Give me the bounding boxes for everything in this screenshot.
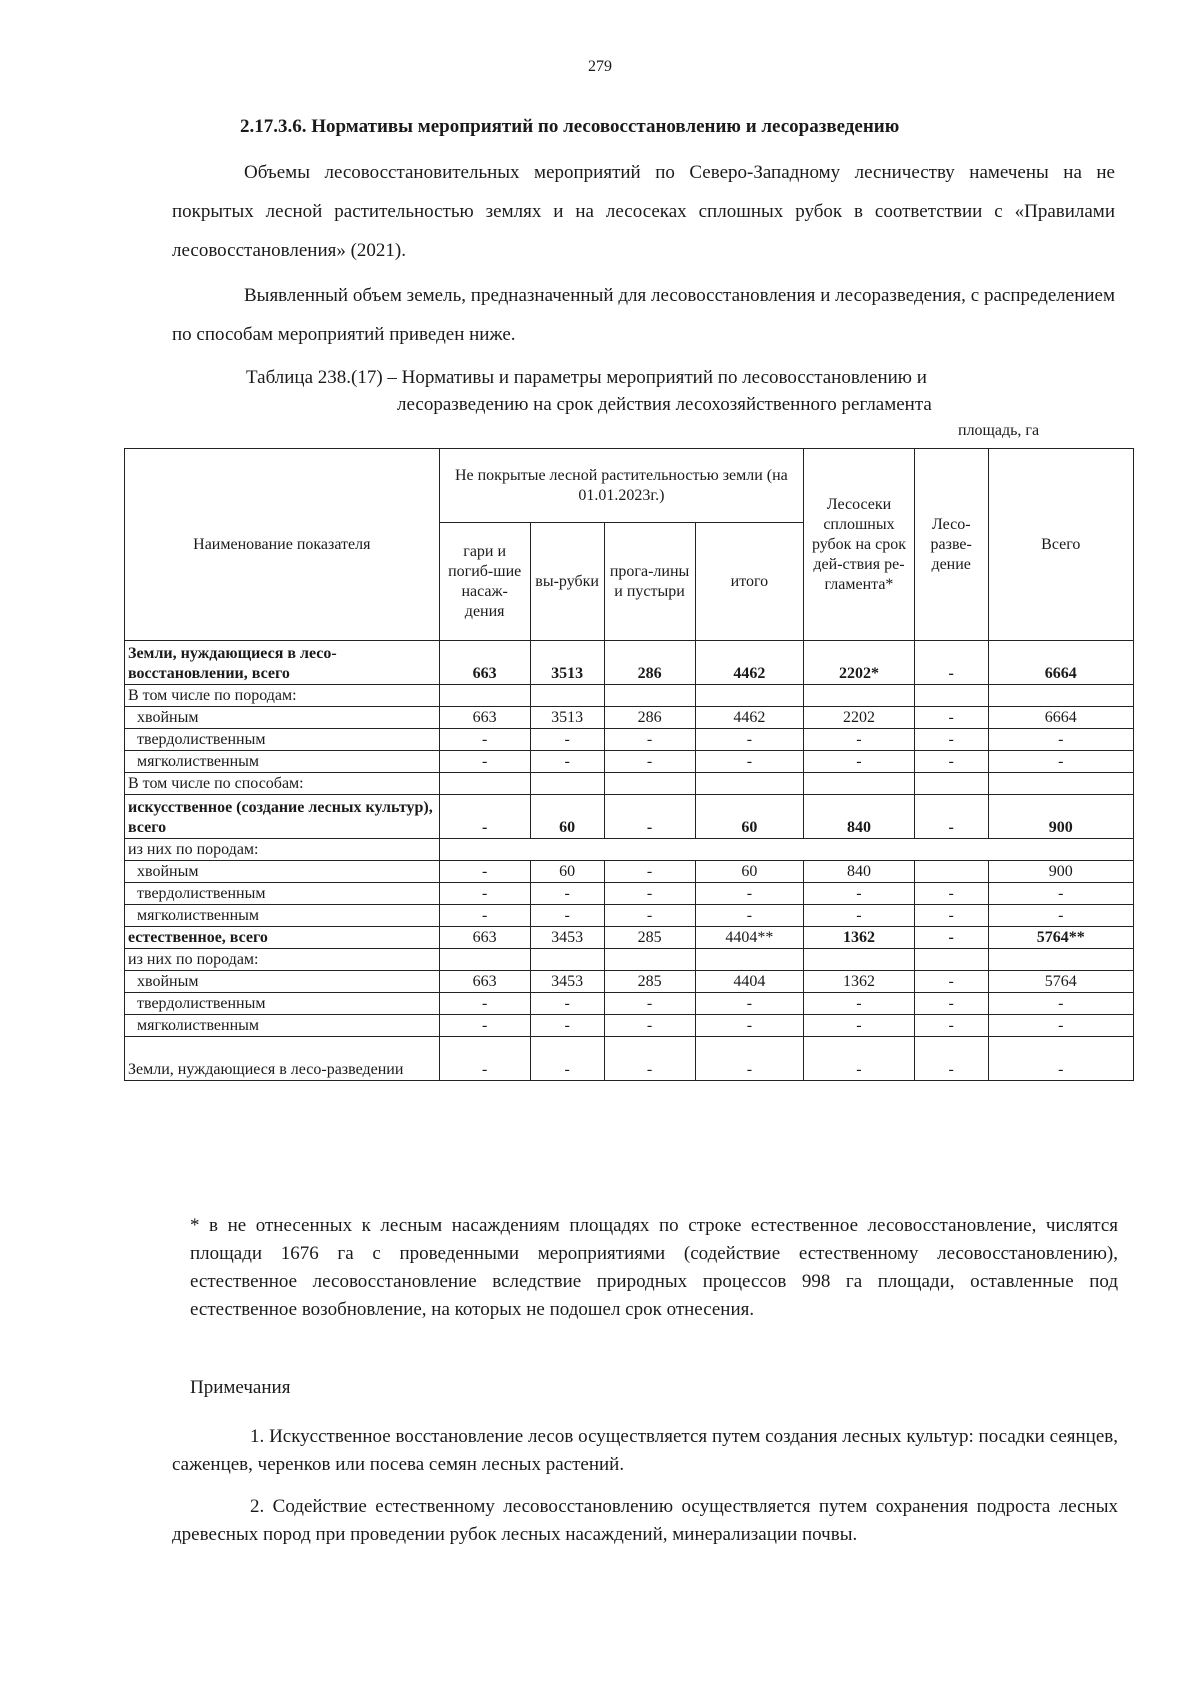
table-cell: - [695,993,804,1015]
table-cell: - [439,905,530,927]
header-burnt: гари и погиб-шие насаж-дения [439,523,530,641]
table-cell: - [914,905,988,927]
table-cell: 663 [439,707,530,729]
table-cell: 840 [804,795,915,839]
table-cell: 286 [604,641,695,685]
table-cell: - [695,751,804,773]
table-cell [914,949,988,971]
table-cell: - [914,795,988,839]
header-afforestation: Лесо-разве-дение [914,449,988,641]
table-caption-line-2: лесоразведению на срок действия лесохозяйственного регламента [397,394,932,415]
table-cell: - [914,729,988,751]
table-cell: 6664 [988,641,1133,685]
table-cell: 900 [988,795,1133,839]
table-cell: - [988,1015,1133,1037]
table-cell: - [604,993,695,1015]
table-row [125,729,1134,751]
header-clearcuts: Лесосеки сплошных рубок на срок дей-ствия ре-гламента* [804,449,915,641]
table-cell [988,773,1133,795]
table-cell [604,685,695,707]
table-cell: - [988,883,1133,905]
table-cell: - [439,861,530,883]
table-cell: - [530,905,604,927]
table-cell: - [439,1037,530,1081]
table-cell: 60 [695,795,804,839]
table-cell: - [804,883,915,905]
row-label: твердолиственным [125,993,440,1015]
table-row [125,905,1134,927]
table-cell [439,949,530,971]
table-cell: 2202 [804,707,915,729]
table-cell: - [604,729,695,751]
table-row [125,707,1134,729]
table-cell: 840 [804,861,915,883]
table-cell: - [988,751,1133,773]
row-label: мягколиственным [125,905,440,927]
table-cell: 3513 [530,641,604,685]
row-label: из них по породам: [125,949,440,971]
table-cell [604,773,695,795]
table-cell: - [695,729,804,751]
table-cell: - [439,751,530,773]
table-cell: - [695,883,804,905]
table-cell [695,685,804,707]
row-label: искусственное (создание лесных культур), всего [125,795,440,839]
table-cell: - [914,927,988,949]
table-cell: 285 [604,927,695,949]
row-empty-span [439,839,1133,861]
table-cell: 2202* [804,641,915,685]
table-cell: 5764 [988,971,1133,993]
table-cell: - [914,1015,988,1037]
table-cell [695,949,804,971]
table-cell: - [914,707,988,729]
table-cell: 6664 [988,707,1133,729]
intro-paragraph-2: Выявленный объем земель, предназначенный для лесовосстановления и лесоразведения, с распределением по способам мероприятий приведен ниже. [172,285,1115,345]
table-cell: - [530,883,604,905]
table-cell: - [914,883,988,905]
table-row [125,1015,1134,1037]
table-cell: - [604,751,695,773]
table-cell: 1362 [804,927,915,949]
table-row [125,773,1134,795]
table-cell: 1362 [804,971,915,993]
table-cell: 60 [530,795,604,839]
row-label: хвойным [125,971,440,993]
note-1: 1. Искусственное восстановление лесов осуществляется путем создания лесных культур: посадки сеянцев, саженцев, черенков или посева семян лесных растений. [172,1426,1118,1475]
table-cell: - [988,905,1133,927]
table-cell: - [695,1015,804,1037]
table-cell: - [695,905,804,927]
table-cell: - [530,1015,604,1037]
header-glades: прога-лины и пустыри [604,523,695,641]
header-cuttings: вы-рубки [530,523,604,641]
table-row [125,751,1134,773]
table-row [125,1037,1134,1081]
table-cell [695,773,804,795]
table-row [125,883,1134,905]
table-cell: - [914,993,988,1015]
section-heading: 2.17.3.6. Нормативы мероприятий по лесовосстановлению и лесоразведению [240,116,900,137]
row-label: твердолиственным [125,729,440,751]
table-cell: - [604,883,695,905]
table-cell: - [988,729,1133,751]
table-cell: - [988,1037,1133,1081]
table-cell: 3453 [530,971,604,993]
table-cell: - [604,861,695,883]
table-row [125,949,1134,971]
row-label: твердолиственным [125,883,440,905]
table-cell: - [804,751,915,773]
page-number: 279 [588,58,612,75]
table-cell: - [439,1015,530,1037]
table-cell [439,685,530,707]
table-cell [530,773,604,795]
table-cell: - [439,729,530,751]
table-cell: 900 [988,861,1133,883]
row-label: Земли, нуждающиеся в лесо-восстановлении, всего [125,641,440,685]
row-label: хвойным [125,861,440,883]
table-cell: 60 [530,861,604,883]
table-row [125,971,1134,993]
table-cell: 3453 [530,927,604,949]
header-name: Наименование показателя [125,449,440,641]
table-cell [914,773,988,795]
table-cell [988,685,1133,707]
table-cell: 285 [604,971,695,993]
table-cell: - [439,993,530,1015]
table-cell: 4404 [695,971,804,993]
table-cell: - [530,751,604,773]
table-row [125,927,1134,949]
table-cell [804,685,915,707]
table-cell: - [439,795,530,839]
table-cell [439,773,530,795]
table-cell: 663 [439,641,530,685]
row-label: мягколиственным [125,1015,440,1037]
table-units: площадь, га [958,422,1040,439]
table-cell: - [604,905,695,927]
table-cell: - [530,729,604,751]
table-cell: - [530,1037,604,1081]
table-cell [804,949,915,971]
table-cell: - [804,729,915,751]
table-cell: 4404** [695,927,804,949]
table-cell [530,685,604,707]
header-subtotal: итого [695,523,804,641]
table-cell [604,949,695,971]
table-cell: - [804,1037,915,1081]
table-cell: 5764** [988,927,1133,949]
table-body [125,641,1134,1081]
table-cell: - [530,993,604,1015]
table-cell: - [988,993,1133,1015]
table-cell: 60 [695,861,804,883]
table-cell [914,685,988,707]
table-cell: 3513 [530,707,604,729]
table-cell: - [914,641,988,685]
table-cell: - [439,883,530,905]
row-label: В том числе по породам: [125,685,440,707]
measures-table [124,448,1134,1081]
table-row [125,641,1134,685]
table-caption-line-1: Таблица 238.(17) – Нормативы и параметры мероприятий по лесовосстановлению и [246,367,927,388]
table-cell: - [804,993,915,1015]
table-cell [530,949,604,971]
header-uncovered-lands: Не покрытые лесной растительностью земли (на 01.01.2023г.) [439,449,804,523]
table-row [125,861,1134,883]
table-cell: - [914,751,988,773]
table-cell [988,949,1133,971]
table-row [125,795,1134,839]
table-cell: - [804,1015,915,1037]
intro-paragraph-1: Объемы лесовосстановительных мероприятий по Северо-Западному лесничеству намечены на не покрытых лесной растительностью землях и на лесосеках сплошных рубок в соответствии с «Правилами лесовосстановления» (2021). [172,162,1115,261]
table-cell: 663 [439,927,530,949]
row-label: Земли, нуждающиеся в лесо-разведении [125,1037,440,1081]
row-label: естественное, всего [125,927,440,949]
table-cell: - [695,1037,804,1081]
table-cell [804,773,915,795]
row-label: мягколиственным [125,751,440,773]
row-label: из них по породам: [125,839,440,861]
row-label: хвойным [125,707,440,729]
table-cell: - [914,1037,988,1081]
header-total: Всего [988,449,1133,641]
note-2: 2. Содействие естественному лесовосстановлению осуществляется путем сохранения подроста лесных древесных пород при проведении рубок лесных насаждений, минерализации почвы. [172,1496,1118,1545]
table-cell: 663 [439,971,530,993]
table-cell: - [914,971,988,993]
table-cell: 286 [604,707,695,729]
table-cell: - [604,1015,695,1037]
table-row [125,685,1134,707]
footnote: * в не отнесенных к лесным насаждениям площадях по строке естественное лесовосстановление, числятся площади 1676 га с проведенными мероприятиями (содействие естественному лесовосстановлению), естественное лесовосстановление вследствие природных процессов 998 га площади, оставленные под естественное возобновление, на которых не подошел срок отнесения. [190,1215,1118,1320]
table-row [125,993,1134,1015]
table-cell: 4462 [695,707,804,729]
table-cell: - [804,905,915,927]
row-label: В том числе по способам: [125,773,440,795]
table-cell: 4462 [695,641,804,685]
notes-title: Примечания [190,1377,291,1398]
table-cell: - [604,795,695,839]
table-cell [914,861,988,883]
table-row [125,839,1134,861]
table-cell: - [604,1037,695,1081]
